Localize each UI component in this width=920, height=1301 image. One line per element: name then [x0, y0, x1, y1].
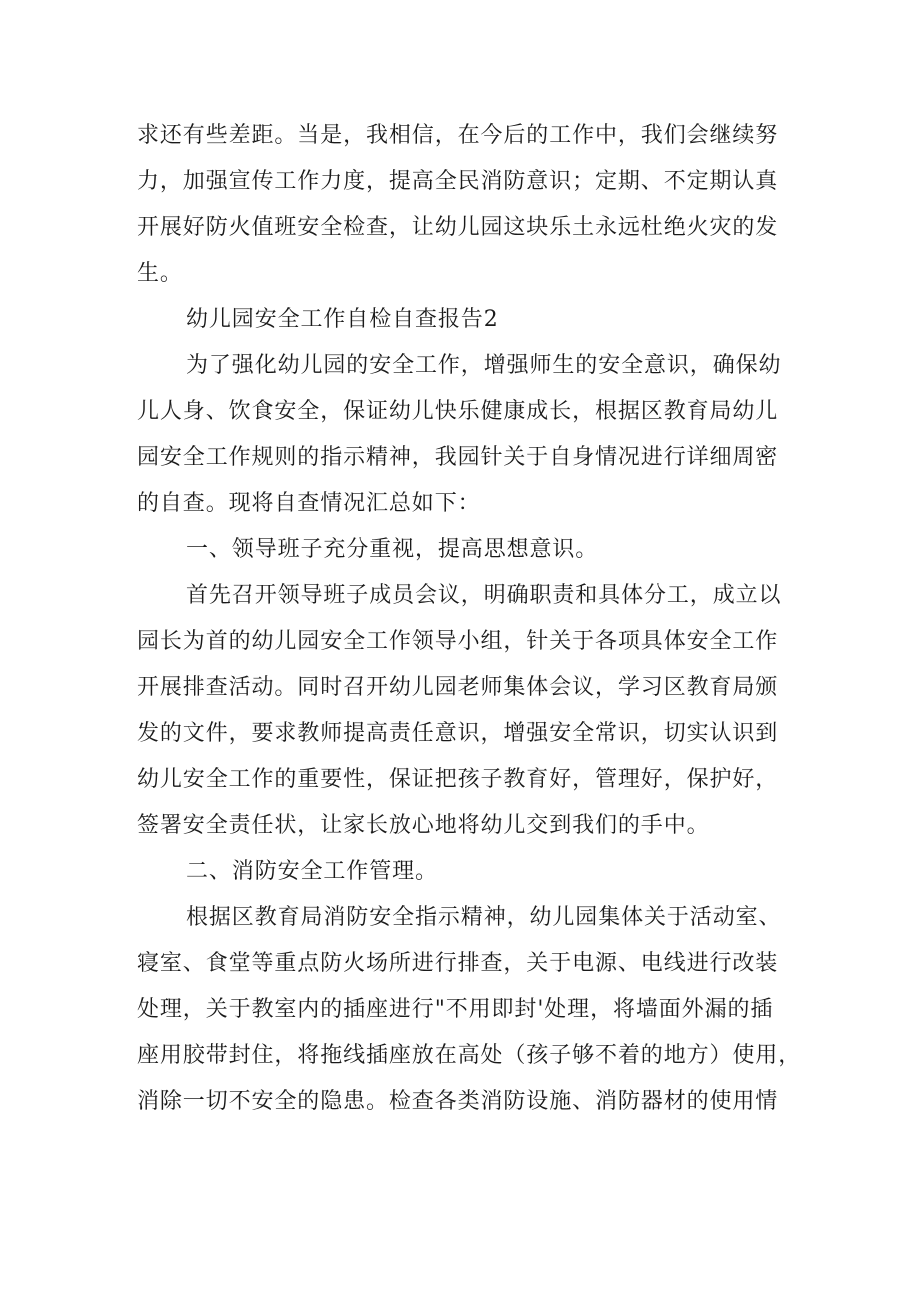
paragraph-line: 园安全工作规则的指示精神，我园针关于自身情况进行详细周密 — [137, 445, 779, 470]
paragraph-line: 首先召开领导班子成员会议，明确职责和具体分工，成立以 — [186, 583, 782, 608]
paragraph-line: 发的文件，要求教师提高责任意识，增强安全常识，切实认识到 — [137, 721, 779, 746]
subsection-heading: 二、消防安全工作管理。 — [186, 859, 438, 884]
paragraph-line: 求还有些差距。当是，我相信，在今后的工作中，我们会继续努 — [137, 123, 779, 148]
paragraph-line: 消除一切不安全的隐患。检查各类消防设施、消防器材的使用情 — [137, 1089, 779, 1114]
paragraph-line: 处理，关于教室内的插座进行"不用即封'处理，将墙面外漏的插 — [137, 997, 774, 1022]
paragraph-line: 幼儿安全工作的重要性，保证把孩子教育好，管理好，保护好， — [137, 767, 779, 792]
paragraph-line: 座用胶带封住，将拖线插座放在高处（孩子够不着的地方）使用， — [137, 1043, 802, 1068]
paragraph-line: 园长为首的幼儿园安全工作领导小组，针关于各项具体安全工作 — [137, 629, 779, 654]
paragraph-line: 的自查。现将自查情况汇总如下： — [137, 491, 481, 516]
paragraph-line: 儿人身、饮食安全，保证幼儿快乐健康成长，根据区教育局幼儿 — [137, 399, 779, 424]
paragraph-line: 开展排查活动。同时召开幼儿园老师集体会议，学习区教育局颁 — [137, 675, 779, 700]
paragraph-line: 签署安全责任状，让家长放心地将幼儿交到我们的手中。 — [137, 813, 710, 838]
paragraph-line: 寝室、食堂等重点防火场所进行排查，关于电源、电线进行改装 — [137, 951, 779, 976]
section-heading: 幼儿园安全工作自检自查报告2 — [186, 307, 499, 332]
paragraph-line: 根据区教育局消防安全指示精神，幼儿园集体关于活动室、 — [186, 905, 782, 930]
paragraph-line: 力，加强宣传工作力度，提高全民消防意识；定期、不定期认真 — [137, 169, 779, 194]
paragraph-line: 为了强化幼儿园的安全工作，增强师生的安全意识，确保幼 — [186, 353, 782, 378]
paragraph-line: 开展好防火值班安全检查，让幼儿园这块乐土永远杜绝火灾的发 — [137, 215, 779, 240]
paragraph-line: 生。 — [137, 261, 183, 286]
subsection-heading: 一、领导班子充分重视，提高思想意识。 — [186, 537, 599, 562]
